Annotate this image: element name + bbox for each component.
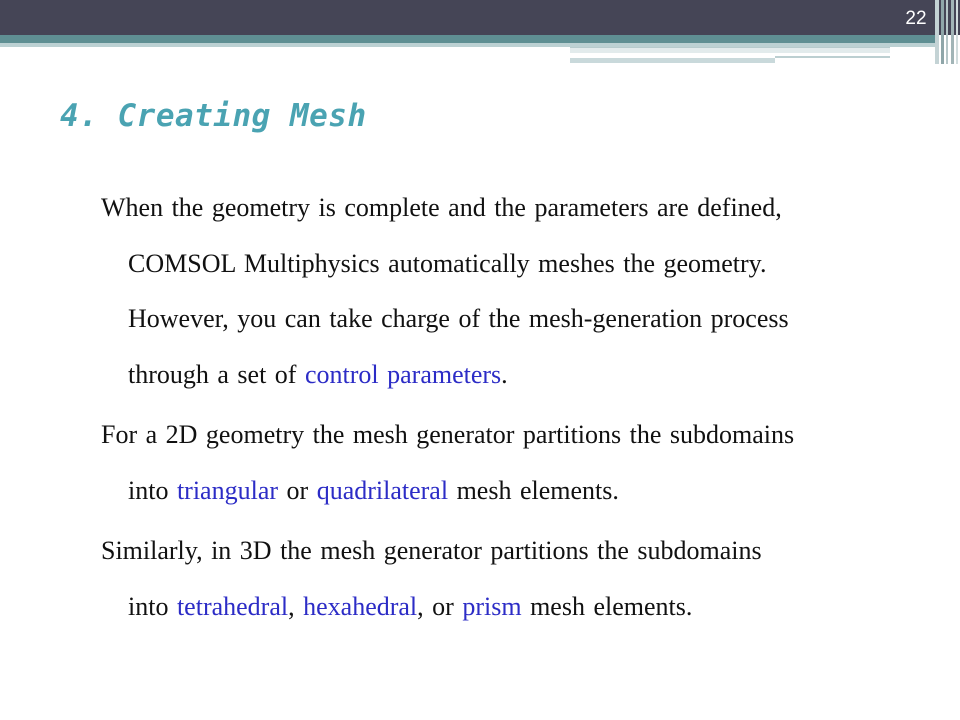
slide-page-number: 22 [905, 8, 927, 29]
text-line: For a 2D geometry the mesh generator partitions the subdomains [101, 420, 795, 449]
term-control-parameters: control parameters [304, 359, 502, 389]
header-strip-lower [570, 58, 775, 63]
paragraph-geometry-meshing [101, 180, 941, 402]
text-line: Similarly, in 3D the mesh generator partitions the subdomains [101, 536, 762, 565]
header-rail [956, 0, 958, 64]
header-strip-upper [570, 47, 890, 53]
header-rail [946, 0, 948, 64]
text-segment: mesh elements. [521, 591, 693, 621]
text-segment: , or [417, 591, 463, 621]
text-segment: into [128, 475, 177, 505]
term-prism: prism [462, 591, 522, 621]
slide-title: 4. Creating Mesh [60, 98, 367, 134]
term-triangular: triangular [176, 475, 279, 505]
text-line: through a set of [128, 359, 305, 389]
text-segment: , [288, 591, 304, 621]
term-quadrilateral: quadrilateral [316, 475, 449, 505]
text-segment: into [128, 591, 177, 621]
header-rail [941, 0, 944, 64]
header-rail [951, 0, 954, 64]
header-bar [0, 0, 960, 35]
text-segment: . [501, 359, 508, 389]
text-segment: mesh elements. [448, 475, 619, 505]
text-segment: or [278, 475, 317, 505]
term-tetrahedral: tetrahedral [176, 591, 289, 621]
header-strip-thin [775, 56, 890, 58]
text-line: COMSOL Multiphysics automatically meshes the geometry. [128, 248, 767, 278]
text-line: When the geometry is complete and the parameters are defined, [101, 193, 782, 222]
paragraph-2d-mesh [101, 407, 941, 518]
header-band-teal [0, 35, 935, 43]
paragraph-3d-mesh [101, 523, 941, 634]
term-hexahedral: hexahedral [303, 591, 418, 621]
slide-body [101, 180, 941, 639]
text-line: However, you can take charge of the mesh-generation process [128, 304, 789, 333]
